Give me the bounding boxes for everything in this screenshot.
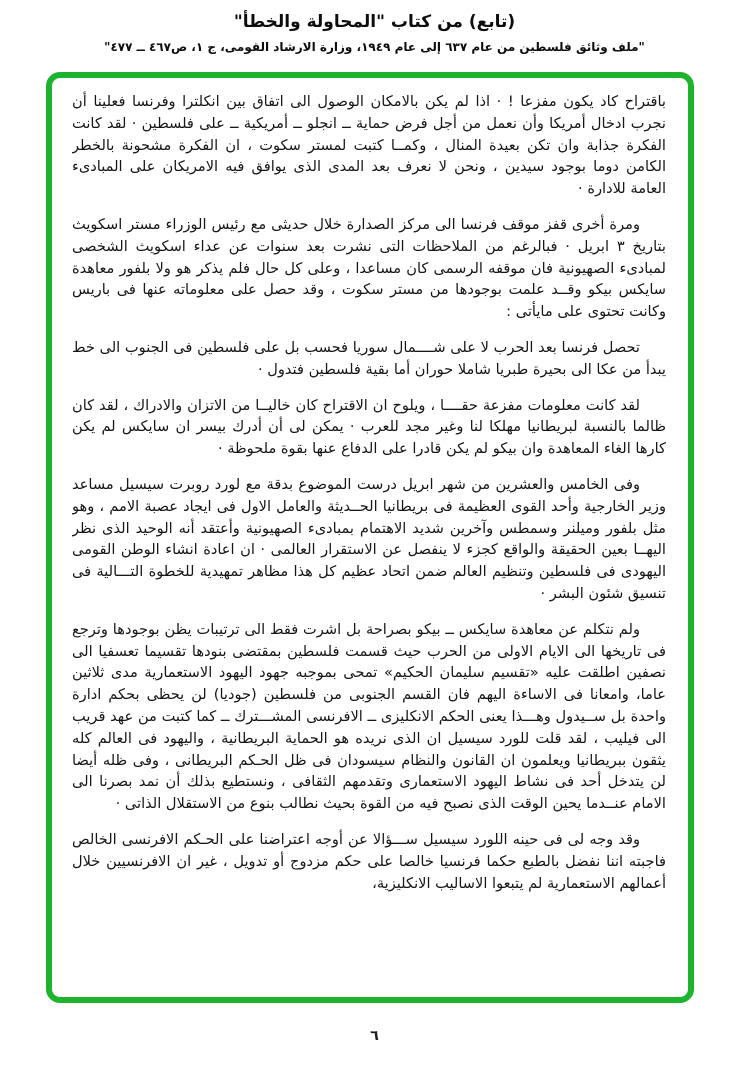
- paragraph-2: ومرة أخرى قفز موقف فرنسا الى مركز الصدارة خلال حديثى مع رئيس الوزراء مستر اسكويث بتاريخ ٣ ابريل · فبالرغم من الملاحظات التى نشرت بعد سنوات عن عداء اسكويث الشخصى لمبادىء الصهيونية فان موقفه الرسمى كان مساعدا ، وعلى كل حال فلم يذكر هو ولا بلفور معاهدة سايكس بيكو وقــد علمت بوجودها من مستر سكوت ، وقد حصل على معلوماته عنها فى باريس وكانت تحتوى على مايأتى :: [72, 215, 666, 321]
- page-number: ٦: [370, 1028, 379, 1044]
- paragraph-3: تحصل فرنسا بعد الحرب لا على شــــمال سوريا فحسب بل على فلسطين فى الجنوب الى خط يبدأ من عكا الى بحيرة طبريا شاملا حوران أما بقية فلسطين فتدول ·: [72, 338, 666, 378]
- green-border-frame: [46, 72, 694, 1003]
- header-title: (تابع) من كتاب "المحاولة والخطأ": [233, 12, 516, 32]
- paragraph-5: وفى الخامس والعشرين من شهر ابريل درست الموضوع بدقة مع لورد روبرت سيسيل مساعد وزير الخارجية وأحد القوى العظيمة فى بريطانيا الحــديثة والعامل الاول فى ايجاد عصبة الامم ، وهو مثل بلفور وميلنر وسمطس وآخرين شديد الاهتمام بمبادىء الصهيونية وأعتقد أنه الوحيد الذى نظر اليهــا بعين الحقيقة والواقع كجزء لا ينفصل عن الاستقرار العالمى · ان اعادة انشاء الوطن القومى اليهودى فى فلسطين وتنظيم العالم ضمن اتحاد عظيم كل هذا مظاهر تمهيدية للخطوة التـــالية فى تنسيق شئون البشر ·: [72, 475, 666, 602]
- paragraph-4: لقد كانت معلومات مفزعة حقــــا ، ويلوح ان الاقتراح كان خاليــا من الاتزان والادراك ، لقد كان ظالما بالنسبة لبريطانيا مهلكا لنا وغير مجد للعرب · يمكن لى أن أدرك بيسر ان سايكس لم يكن كارها الغاء المعاهدة وان بيكو لم يكن قادرا على الدفاع عنها بقوة ملحوظة ·: [72, 396, 666, 458]
- paragraph-6: ولم نتكلم عن معاهدة سايكس ــ بيكو بصراحة بل اشرت فقط الى ترتيبات يظن بوجودها وترجع فى تاريخها الى الايام الاولى من الحرب حيث قسمت فلسطين بمقتضى بنودها تقسيما تعسفيا الى نصفين اطلقت عليه «تقسيم سليمان الحكيم» تمحى بموجبه جهود اليهود الاستعمارية مدى ثلاثين عاما، وامعانا فى الاساءة اليهم فان القسم الجنوبى من فلسطين (جوديا) لن يحظى بحكم ادارة واحدة بل ســيدول وهـــذا يعنى الحكم الانكليزى ــ الافرنسى المشـــترك ــ كما كتبت من عهد قريب الى فيليب ، لقد قلت للورد سيسيل ان الذى نريده هو الحماية البريطانية ، واليهود فى العالم كله يثقون ببريطانيا ويعلمون ان القانون والنظام سيسودان فى ظل الحـكم البريطانى ، وفى ظله أيضا لن يتدخل أحد فى نشاط اليهود الاستعمارى وتقدمهم الثقافى ، ونستطيع بذلك أن نمد بصرنا الى الامام عنــدما يحين الوقت الذى نصبح فيه من القوة بحيث نطالب بنوع من الاستقلال الذاتى ·: [72, 620, 666, 813]
- header-source-citation: "ملف وثائق فلسطين من عام ٦٣٧ إلى عام ١٩٤٩، وزارة الارشاد القومى، ج ١، ص٤٦٧ ــ ٤٧٧": [104, 40, 645, 54]
- document-body-text: [72, 91, 666, 993]
- paragraph-1: باقتراح كاد يكون مفزعا ! · اذا لم يكن بالامكان الوصول الى اتفاق بين انكلترا وفرنسا فعلينا أن نجرب ادخال أمريكا وأن نعمل من أجل فرض حماية ــ انجلو ــ أمريكية ــ على فلسطين · لقد كانت الفكرة جذابة وان تكن بعيدة المنال ، وكمــا كتبت لمستر سكوت ، ان الفكرة مشحونة بالخطر الكامن دوما بوجود سيدين ، ونحن لا نعرف بعد المدى الذى يوافق فيه الامريكان على المبادىء العامة للادارة ·: [72, 93, 666, 198]
- page-header: [0, 12, 749, 54]
- paragraph-7: وقد وجه لى فى حينه اللورد سيسيل ســـؤالا عن أوجه اعتراضنا على الحـكم الافرنسى الخالص فاجبته اننا نفضل بالطبع حكما فرنسيا خالصا على حكم مزدوج أو تدويل ، غير ان الافرنسيين خلال أعمالهم الاستعمارية لم يتبعوا الاساليب الانكليزية،: [72, 830, 666, 892]
